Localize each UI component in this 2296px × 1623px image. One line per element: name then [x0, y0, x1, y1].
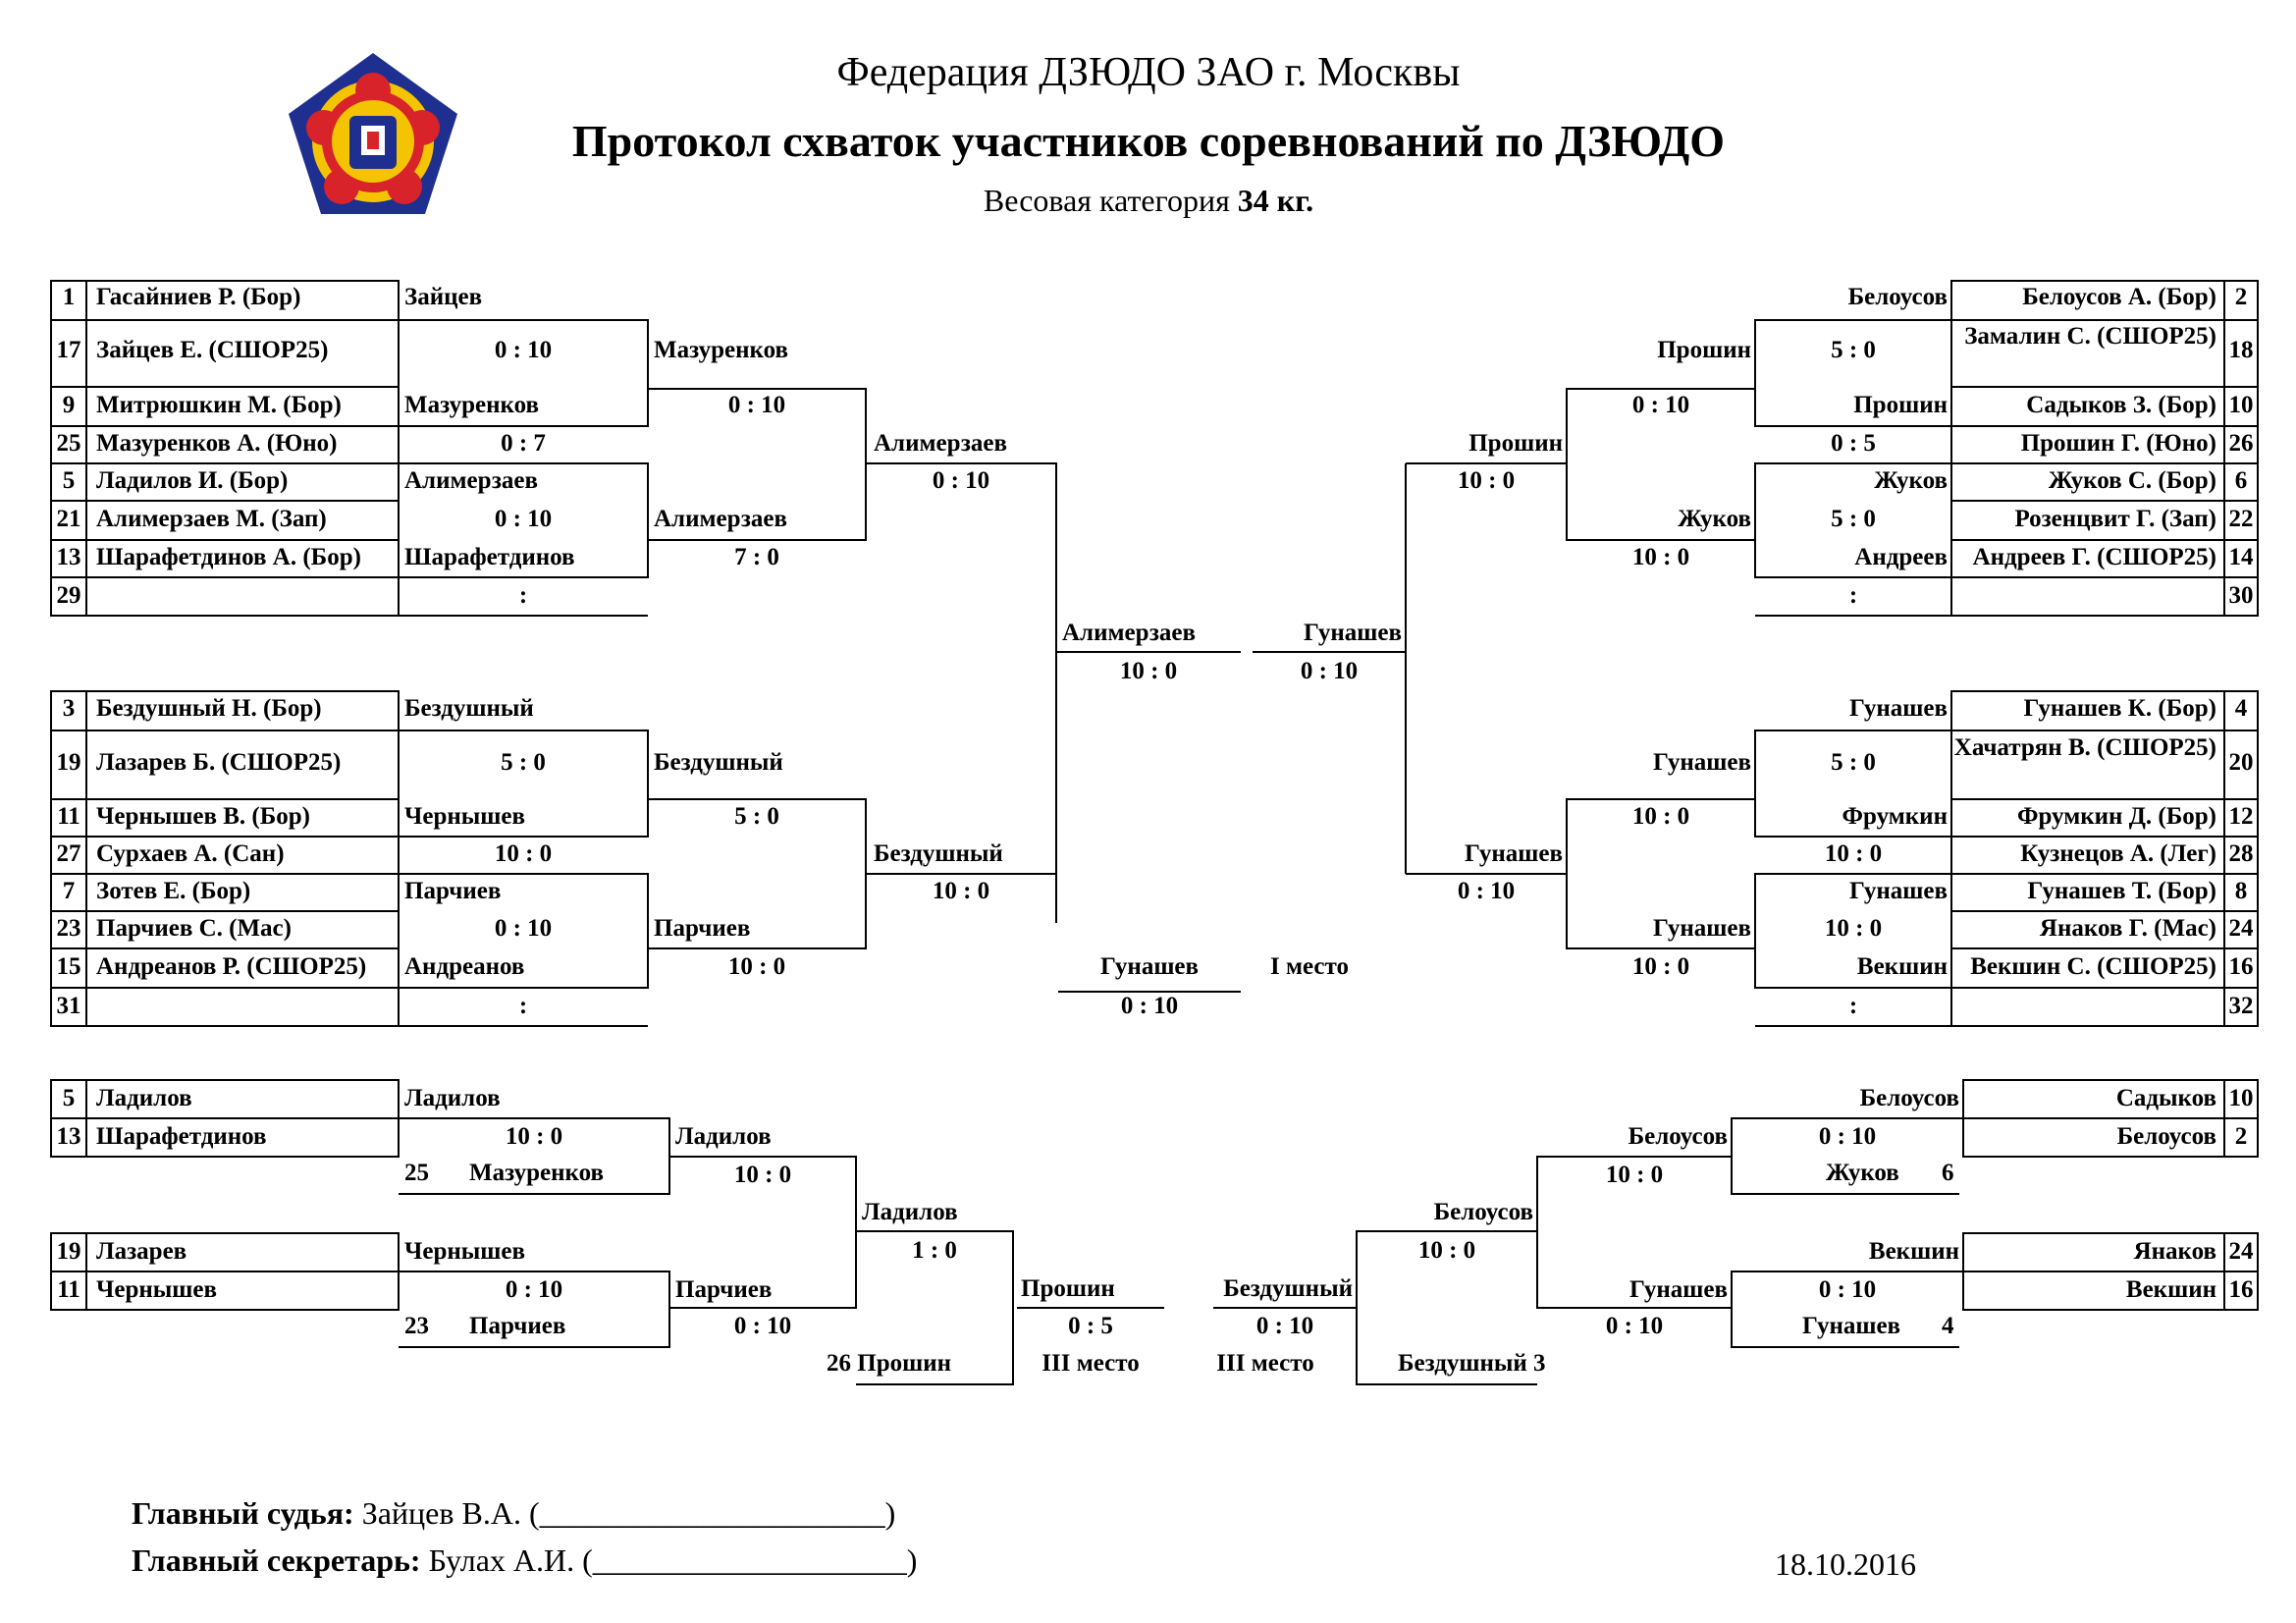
seed-number: 4 [2234, 695, 2248, 722]
match-winner: Гунашев [1848, 695, 1948, 722]
participant-name: Прошин Г. (Юно) [2020, 430, 2216, 457]
participant-name: Гунашев Т. (Бор) [2027, 878, 2216, 904]
seed-number: 25 [404, 1160, 429, 1186]
participant-name: Кузнецов А. (Лег) [2020, 840, 2216, 867]
seed-number: 19 [56, 749, 81, 776]
seed-number: 32 [2228, 993, 2254, 1019]
match-winner: Гунашев [1652, 749, 1751, 776]
match-winner: Шарафетдинов [404, 544, 575, 570]
match-score: 5 : 0 [501, 749, 546, 776]
match-winner: Ладилов [675, 1123, 772, 1150]
match-winner: Бездушный [874, 840, 1003, 867]
match-score: 0 : 10 [1605, 1313, 1664, 1339]
match-score: 0 : 5 [1831, 430, 1876, 457]
seed-number: 25 [56, 430, 81, 457]
seed-number: 2 [2234, 284, 2248, 310]
semifinal-left-winner: Алимерзаев [1062, 620, 1196, 646]
participant-name: Хачатрян В. (СШОР25) [1953, 734, 2216, 761]
weight-category: Весовая категория 34 кг. [983, 183, 1314, 218]
match-score: 0 : 10 [494, 337, 553, 363]
seed-number: 15 [56, 953, 81, 980]
match-score: 10 : 0 [1631, 953, 1690, 980]
match-score: 5 : 0 [1831, 506, 1876, 532]
match-score: 0 : 10 [494, 506, 553, 532]
match-score: 0 : 10 [932, 467, 990, 494]
match-winner: Андреанов [404, 953, 525, 980]
match-score: 5 : 0 [734, 803, 779, 830]
participant-name: Садыков [2115, 1085, 2216, 1111]
match-winner: Ладилов [862, 1199, 958, 1225]
seed-number: 24 [2228, 915, 2254, 942]
chief-judge-value: Зайцев В.А. (______________________) [353, 1495, 896, 1531]
seed-number: 4 [1942, 1313, 1954, 1339]
match-score: 10 : 0 [1824, 915, 1883, 942]
bronze-match-score: 0 : 5 [1068, 1313, 1113, 1339]
match-score: 10 : 0 [1457, 467, 1516, 494]
match-winner: Алимерзаев [874, 430, 1007, 457]
match-winner: Мазуренков [654, 337, 788, 363]
seed-number: 5 [62, 1085, 76, 1111]
match-winner: Парчиев [404, 878, 502, 904]
match-score: 10 : 0 [932, 878, 990, 904]
match-winner: Гунашев [1848, 878, 1948, 904]
chief-secretary-value: Булах А.И. (____________________) [420, 1542, 918, 1578]
match-score: 10 : 0 [1824, 840, 1883, 867]
match-winner: Гунашев [1464, 840, 1563, 867]
protocol-date: 18.10.2016 [1775, 1546, 1916, 1582]
participant-name: Замалин С. (СШОР25) [1964, 323, 2216, 350]
participant-name: Векшин [2125, 1276, 2216, 1303]
third-place-label: III место [1041, 1350, 1140, 1377]
match-score: 1 : 0 [912, 1237, 957, 1264]
final-score: 0 : 10 [1120, 993, 1179, 1019]
seed-number: 12 [2228, 803, 2254, 830]
chief-secretary [132, 1542, 918, 1578]
chief-secretary-label: Главный секретарь: [132, 1542, 421, 1578]
chief-judge [132, 1495, 896, 1531]
match-winner: Андреев [1854, 544, 1948, 570]
participant-name: Парчиев С. (Мас) [96, 915, 292, 942]
match-score: 0 : 10 [1631, 392, 1690, 418]
participant-name: Лазарев [96, 1238, 187, 1265]
seed-number: 16 [2228, 1276, 2254, 1303]
match-winner: Жуков [1678, 506, 1751, 532]
participant-name: Векшин С. (СШОР25) [1970, 953, 2216, 980]
match-winner: Чернышев [404, 803, 525, 830]
match-winner: Чернышев [404, 1238, 525, 1265]
bronze-match-score: 0 : 10 [1255, 1313, 1314, 1339]
participant-name: Янаков Г. (Мас) [2039, 915, 2216, 942]
seed-number: 30 [2228, 582, 2254, 609]
federation-title: Федерация ДЗЮДО ЗАО г. Москвы [836, 50, 1461, 95]
seed-number: 18 [2228, 337, 2254, 363]
match-score: 0 : 10 [505, 1276, 563, 1303]
participant-name: Зотев Е. (Бор) [96, 878, 251, 904]
seed-number: 14 [2228, 544, 2254, 570]
match-winner: Бездушный [404, 695, 534, 722]
match-score: 0 : 10 [727, 392, 786, 418]
seed-number: 16 [2228, 953, 2254, 980]
seed-number: 8 [2234, 878, 2248, 904]
seed-number: 7 [62, 878, 76, 904]
participant-name: Чернышев [96, 1276, 217, 1303]
match-winner: Алимерзаев [404, 467, 538, 494]
seed-number: 27 [56, 840, 81, 867]
seed-number: 28 [2228, 840, 2254, 867]
match-winner: Гунашев [1652, 915, 1751, 942]
match-winner: Белоусов [1628, 1123, 1728, 1150]
match-score: : [518, 582, 528, 609]
match-winner: Мазуренков [404, 392, 539, 418]
match-winner: Жуков [1874, 467, 1948, 494]
participant-name: Чернышев В. (Бор) [96, 803, 310, 830]
match-winner: Парчиев [654, 915, 751, 942]
seed-number: 21 [56, 506, 81, 532]
match-winner: Фрумкин [1842, 803, 1948, 830]
participant-name: Митрюшкин М. (Бор) [96, 392, 342, 418]
seed-number: 6 [1942, 1160, 1954, 1186]
participant-name: Белоусов [2116, 1123, 2216, 1150]
match-winner: Прошин [1657, 337, 1751, 363]
participant-name: Шарафетдинов [96, 1123, 267, 1150]
match-winner: Алимерзаев [654, 506, 787, 532]
match-winner: Прошин [1853, 392, 1948, 418]
match-score: 5 : 0 [1831, 749, 1876, 776]
participant-name: Алимерзаев М. (Зап) [96, 506, 327, 532]
participant-name: Андреанов Р. (СШОР25) [96, 953, 367, 980]
seed-number: 22 [2228, 506, 2254, 532]
match-winner: Зайцев [404, 284, 483, 310]
seed-number: 13 [56, 1123, 81, 1150]
seed-number: 3 [62, 695, 76, 722]
match-score: 0 : 10 [733, 1313, 792, 1339]
seed-number: 2 [2234, 1123, 2248, 1150]
match-score: : [1848, 582, 1858, 609]
match-winner: Векшин [1868, 1238, 1959, 1265]
match-winner: Белоусов [1859, 1085, 1959, 1111]
match-winner: Парчиев [675, 1276, 773, 1303]
seed-number: 17 [56, 337, 81, 363]
seed-number: 11 [57, 803, 80, 830]
match-score: 5 : 0 [1831, 337, 1876, 363]
match-score: 0 : 10 [1457, 878, 1516, 904]
match-score: 7 : 0 [734, 544, 779, 570]
seed-number: 24 [2228, 1238, 2254, 1265]
first-place-label: I место [1270, 953, 1349, 980]
seed-number: 6 [2234, 467, 2248, 494]
seed-number: 31 [56, 993, 81, 1019]
semifinal-left-score: 10 : 0 [1119, 658, 1178, 684]
seed-number: 23 [56, 915, 81, 942]
match-winner: Векшин [1856, 953, 1948, 980]
seed-number: 29 [56, 582, 81, 609]
participant-name: Гунашев [1802, 1313, 1901, 1339]
seed-number: 1 [62, 284, 76, 310]
participant-name: Жуков С. (Бор) [2048, 467, 2216, 494]
seed-number: 20 [2228, 749, 2254, 776]
match-score: 10 : 0 [1631, 803, 1690, 830]
match-score: 10 : 0 [505, 1123, 563, 1150]
participant-name: Белоусов А. (Бор) [2022, 284, 2216, 310]
participant-name: Янаков [2133, 1238, 2216, 1265]
seed-number: 19 [56, 1238, 81, 1265]
third-place-label: III место [1216, 1350, 1314, 1377]
match-score: 10 : 0 [1417, 1237, 1476, 1264]
seed-number: 26 [2228, 430, 2254, 457]
match-winner: Белоусов [1847, 284, 1948, 310]
seed-number: 11 [57, 1276, 80, 1303]
match-winner: Белоусов [1433, 1199, 1533, 1225]
match-score: : [1848, 993, 1858, 1019]
chief-judge-label: Главный судья: [132, 1495, 354, 1531]
match-score: 0 : 10 [1818, 1276, 1877, 1303]
match-score: 0 : 10 [1818, 1123, 1877, 1150]
seed-number: 13 [56, 544, 81, 570]
participant-name: Гунашев К. (Бор) [2023, 695, 2216, 722]
match-score: 0 : 10 [494, 915, 553, 942]
participant-name: Мазуренков А. (Юно) [96, 430, 338, 457]
match-score: 10 : 0 [727, 953, 786, 980]
match-winner: Прошин [1468, 430, 1563, 457]
match-score: 0 : 7 [501, 430, 546, 457]
semifinal-right-score: 0 : 10 [1300, 658, 1359, 684]
match-winner: Ладилов [404, 1085, 501, 1111]
participant-name: Гасайниев Р. (Бор) [96, 284, 301, 310]
final-winner: Гунашев [1099, 953, 1200, 980]
seed-number: 9 [62, 392, 76, 418]
bronze-match-winner: Бездушный [1223, 1275, 1353, 1302]
participant-name: Зайцев Е. (СШОР25) [96, 337, 329, 363]
match-score: 10 : 0 [494, 840, 553, 867]
participant-name: Ладилов [96, 1085, 192, 1111]
participant-name: Мазуренков [469, 1160, 604, 1186]
participant-name: Парчиев [469, 1313, 566, 1339]
participant-name: Фрумкин Д. (Бор) [2017, 803, 2216, 830]
participant-name: Ладилов И. (Бор) [96, 467, 289, 494]
match-score: 10 : 0 [1631, 544, 1690, 570]
participant-name: Бездушный Н. (Бор) [96, 695, 322, 722]
participant-name: Шарафетдинов А. (Бор) [96, 544, 361, 570]
participant-name: Сурхаев А. (Сан) [96, 840, 285, 867]
seed-number: 23 [404, 1313, 429, 1339]
match-score: 10 : 0 [733, 1162, 792, 1188]
participant-name: Розенцвит Г. (Зап) [2014, 506, 2216, 532]
participant-name: Жуков [1826, 1160, 1899, 1186]
seed-number: 5 [62, 467, 76, 494]
seed-number: 10 [2228, 392, 2254, 418]
seed-number: 10 [2228, 1085, 2254, 1111]
participant-name: Андреев Г. (СШОР25) [1972, 544, 2216, 570]
match-score: : [518, 993, 528, 1019]
semifinal-right-winner: Гунашев [1303, 620, 1402, 646]
bronze-match-winner: Прошин [1021, 1275, 1115, 1302]
match-winner: Бездушный [654, 749, 783, 776]
participant-name: Садыков З. (Бор) [2026, 392, 2216, 418]
match-winner: Гунашев [1629, 1276, 1728, 1303]
participant-name: Лазарев Б. (СШОР25) [96, 749, 342, 776]
participant-name: 26 Прошин [827, 1350, 952, 1377]
participant-name: Бездушный 3 [1398, 1350, 1546, 1377]
page-title: Протокол схваток участников соревнований по ДЗЮДО [571, 116, 1726, 166]
match-score: 10 : 0 [1605, 1162, 1664, 1188]
weight-category-value: 34 кг. [1237, 183, 1314, 218]
